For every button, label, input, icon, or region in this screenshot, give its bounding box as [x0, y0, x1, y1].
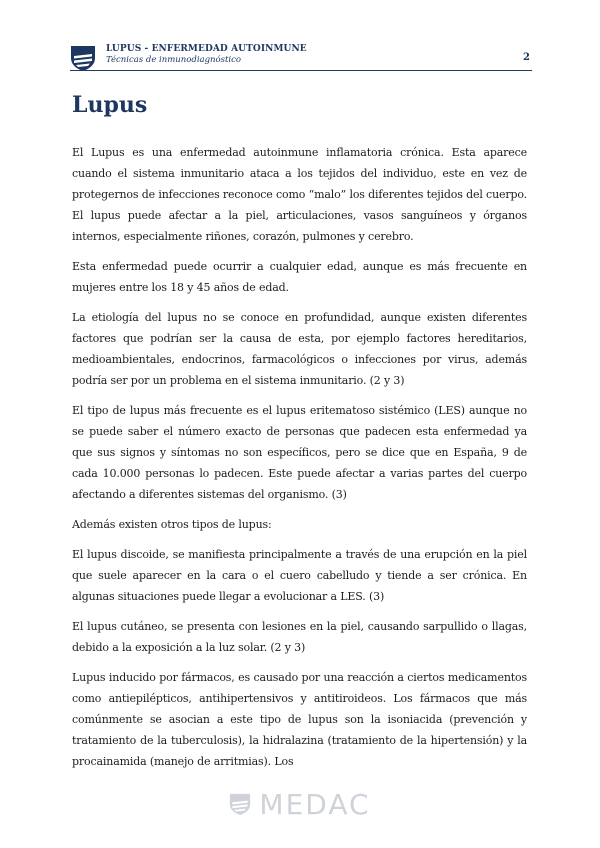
- medac-shield-icon: [70, 44, 96, 72]
- paragraph: El Lupus es una enfermedad autoinmune inflamatoria crónica. Esta aparece cuando el sistema inmunitario ataca a los tejidos del individuo, este en vez de protegernos de infecciones reconoce como “malo” los diferentes tejidos del cuerpo. El lupus puede afectar a la piel, articulaciones, vasos sanguíneos y órganos internos, especialmente riñones, corazón, pulmones y cerebro.: [72, 146, 527, 243]
- header-title: LUPUS - ENFERMEDAD AUTOINMUNE: [106, 44, 307, 54]
- body-text: [72, 142, 527, 781]
- page-header: [70, 44, 532, 71]
- medac-shield-icon: [229, 791, 251, 817]
- paragraph: Lupus inducido por fármacos, es causado por una reacción a ciertos medicamentos como antiepilépticos, antihipertensivos y antitiroideos. Los fármacos que más comúnmente se asocian a este tipo de lupus son la isoniacida (prevención y tratamiento de la tuberculosis), la hidralazina (tratamiento de la hipertensión) y la procainamida (manejo de arritmias). Los: [72, 671, 527, 768]
- page-title: Lupus: [72, 92, 148, 118]
- paragraph: Esta enfermedad puede ocurrir a cualquier edad, aunque es más frecuente en mujeres entre los 18 y 45 años de edad.: [72, 260, 527, 294]
- paragraph: El lupus discoide, se manifiesta principalmente a través de una erupción en la piel que suele aparecer en la cara o el cuero cabelludo y tiende a ser crónica. En algunas situaciones puede llegar a evolucionar a LES. (3): [72, 548, 527, 603]
- paragraph: Además existen otros tipos de lupus:: [72, 518, 272, 531]
- footer-brand: MEDAC: [259, 787, 371, 821]
- paragraph: El tipo de lupus más frecuente es el lupus eritematoso sistémico (LES) aunque no se puede saber el número exacto de personas que padecen esta enfermedad ya que sus signos y síntomas no son específicos, pero se dice que en España, 9 de cada 10.000 personas lo padecen. Este puede afectar a varias partes del cuerpo afectando a diferentes sistemas del organismo. (3): [72, 404, 527, 501]
- page-number: 2: [523, 52, 530, 63]
- paragraph: El lupus cutáneo, se presenta con lesiones en la piel, causando sarpullido o llagas, debido a la exposición a la luz solar. (2 y 3): [72, 620, 527, 654]
- page-footer: [0, 786, 600, 822]
- paragraph: La etiología del lupus no se conoce en profundidad, aunque existen diferentes factores que podrían ser la causa de esta, por ejemplo factores hereditarios, medioambientales, endocrinos, farmacológicos o infecciones por virus, además podría ser por un problema en el sistema inmunitario. (2 y 3): [72, 311, 527, 387]
- header-subtitle: Técnicas de inmunodiagnóstico: [106, 55, 242, 65]
